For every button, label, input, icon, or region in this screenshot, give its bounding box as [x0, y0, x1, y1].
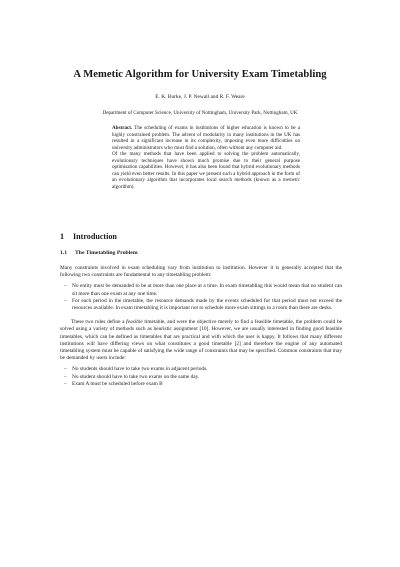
section-title: Introduction [73, 232, 117, 241]
abstract-emphasis: memetic [283, 177, 300, 184]
body-text [60, 265, 342, 388]
section-number: 1 [60, 232, 65, 241]
subsection-number: 1.1 [60, 250, 68, 256]
list-item [60, 298, 342, 312]
subsection-heading [60, 249, 138, 257]
list-item [60, 381, 342, 388]
list-item [60, 374, 342, 381]
body-paragraph-2 [60, 319, 342, 362]
body-emphasis: feasible [126, 319, 143, 326]
subsection-title: The Timetabling Problem [75, 250, 138, 256]
body-text-2a: These two rules define a [71, 319, 125, 326]
abstract-paragraph-1 [112, 125, 300, 151]
abstract-text-2b: algorithm). [112, 183, 135, 190]
list-item-text: For each period in the timetable, the resource demands made by the events scheduled for that period must not exceed the resources available. In exam timetabling it is important not to schedule more exam sittings in a room than there are desks. [72, 297, 342, 312]
section-heading [60, 232, 117, 242]
common-constraints-list [60, 366, 342, 388]
paper-title: A Memetic Algorithm for University Exam Timetabling [73, 69, 327, 80]
paper-affiliation: Department of Computer Science, University of Nottingham, University Park, Nottingham, UK [102, 110, 298, 116]
list-item [60, 366, 342, 373]
abstract [112, 125, 300, 190]
dash-bullet: – [64, 283, 67, 290]
dash-bullet: – [64, 297, 67, 304]
list-item-text: No students should have to take two exams in adjacent periods. [72, 366, 208, 373]
dash-bullet: – [64, 366, 67, 373]
body-paragraph-1: Many constraints involved in exam scheduling vary from institution to institution. However it is generally accepted that the following two constraints are fundamental to any timetabling problem: [60, 265, 342, 279]
dash-bullet: – [64, 380, 67, 387]
list-item-text: No student should have to take two exams on the same day. [72, 373, 200, 380]
list-item-text: Exam A must be scheduled before exam B [72, 380, 163, 387]
list-item [60, 283, 342, 297]
abstract-text-2a: Of the many methods that have been applied to solving the problem automatically, evolutionary techniques have shown much promise due to their general purpose optimisation capabilities. However, it has also been found that hybrid evolutionary methods can yield even better results. In this paper we present such a hybrid approach in the form of an evolutionary algorithm that incorporates local search methods (known as a [112, 151, 300, 184]
abstract-paragraph-2 [112, 151, 300, 190]
abstract-label: Abstract. [112, 125, 133, 131]
dash-bullet: – [64, 373, 67, 380]
paper-authors: E. K. Burke, J. P. Newall and R. F. Weare [155, 94, 245, 100]
list-item-text: No entity must be demanded to be at more than one place at a time. In exam timetabling this would mean that no student can sit more than one exam at any one time. [72, 283, 342, 297]
body-text-2b: timetable, and were the objective merely to find a feasible timetable, the problem could be solved using a variety of methods such as heuristic assignment [10]. However, we are usually interested in finding good feasible timetables, which can be defined as timetables that are practical and with which the user is happy. It follows that many different institutions will have differing views on what constitutes a good timetable [2] and therefore the engine of any automated timetabling system must be capable of satisfying the wide range of constraints that may be specified. Common constraints that may be demanded by users include: [60, 319, 342, 362]
abstract-text-1: The scheduling of exams in institutions of higher education is known to be a highly constrained problem. The advent of modularity in many institutions in the UK has resulted in a significant increase in its complexity, imposing even more difficulties on university administrators who must find a solution, often without any computer aid. [112, 125, 300, 151]
fundamental-constraints-list [60, 283, 342, 312]
